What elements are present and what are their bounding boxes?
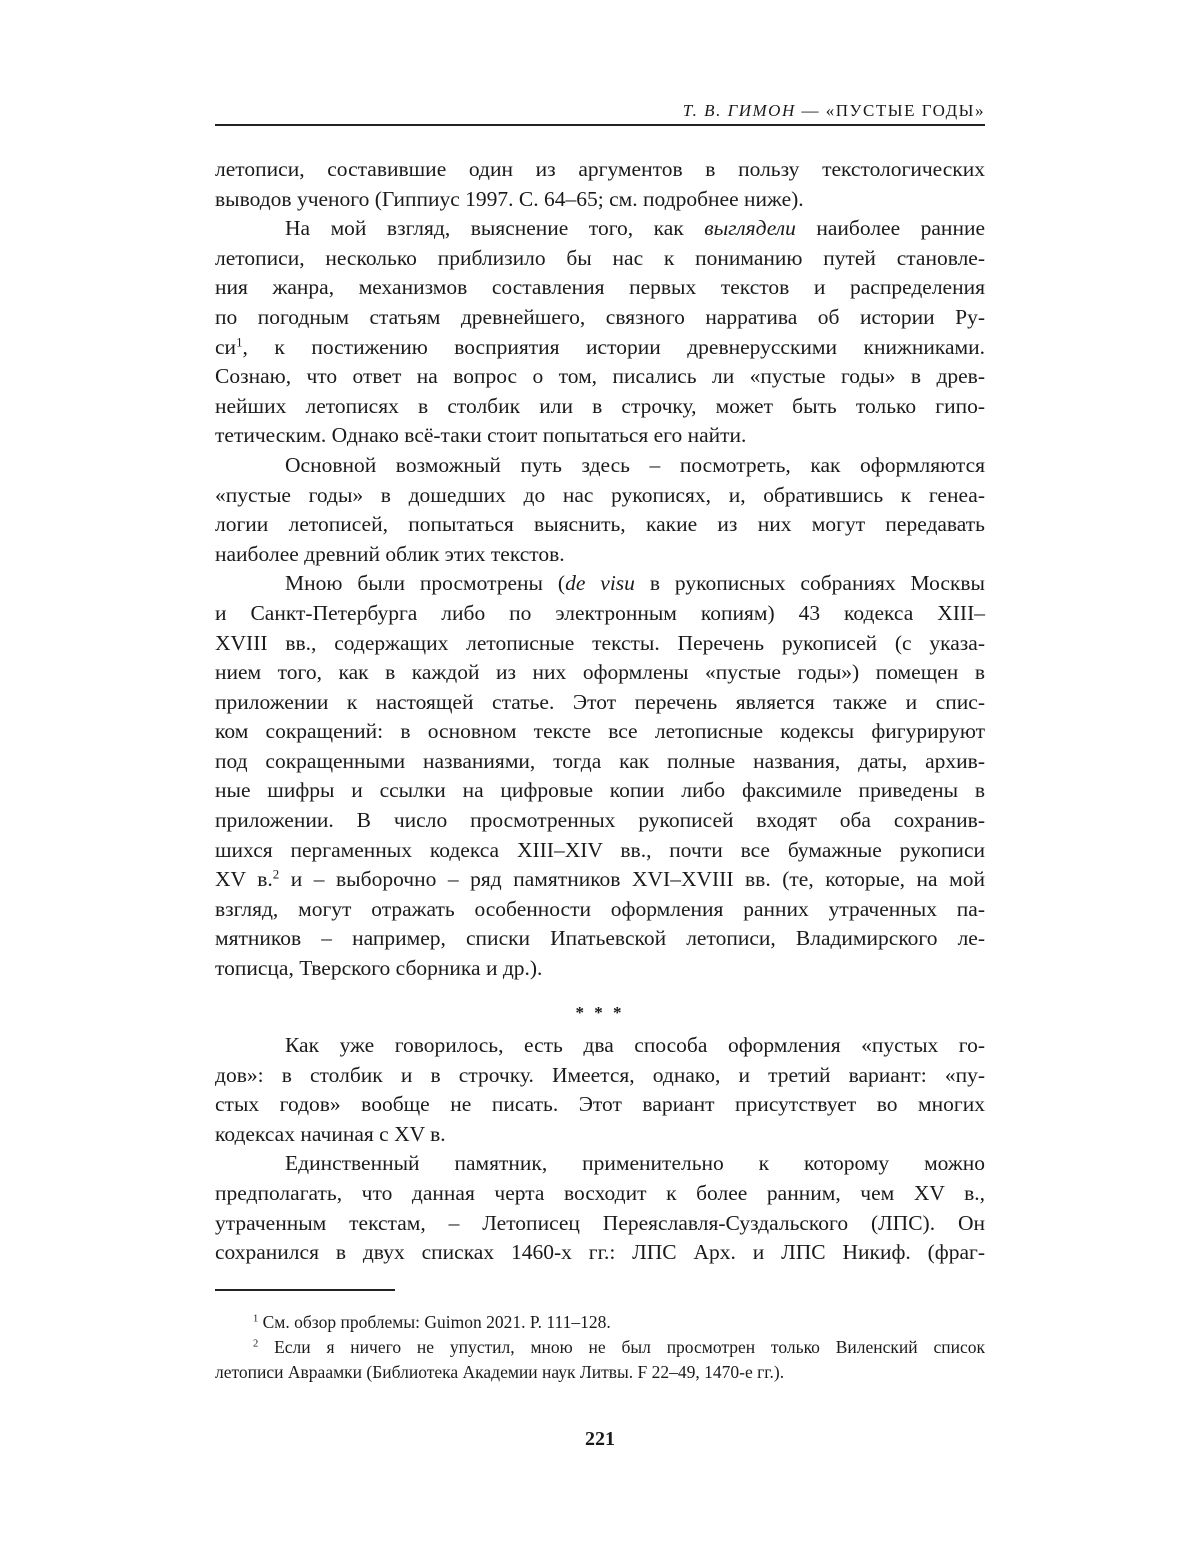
footnote-ref: 2	[273, 868, 279, 882]
text-run: нием того, как в каждой из них оформлены «пустые годы») помещен в	[215, 660, 985, 684]
text-line	[215, 362, 985, 392]
text-line	[215, 717, 985, 747]
text-run: ния жанра, механизмов составления первых текстов и распределения	[215, 275, 985, 299]
footnote-ref: 2	[253, 1339, 258, 1350]
text-run: и Санкт-Петербурга либо по электронным копиям) 43 кодекса XIII–	[215, 601, 985, 625]
text-run: XVIII вв., содержащих летописные тексты. Перечень рукописей (с указа-	[215, 631, 985, 655]
body-text-bottom	[215, 1031, 985, 1268]
text-line	[215, 303, 985, 333]
text-run: кодексах начиная с XV в.	[215, 1122, 446, 1146]
text-run: наиболее ранние	[796, 216, 985, 240]
text-run: и – выборочно – ряд памятников XVI–XVIII вв. (те, которые, на мой	[279, 867, 985, 891]
text-line	[215, 481, 985, 511]
text-line	[215, 451, 985, 481]
text-run: логии летописей, попытаться выяснить, какие из них могут передавать	[215, 512, 985, 536]
text-run: ком сокращений: в основном тексте все летописные кодексы фигурируют	[215, 719, 985, 743]
footnote-ref: 1	[253, 1314, 258, 1325]
text-line	[215, 540, 985, 570]
text-run: Сознаю, что ответ на вопрос о том, писались ли «пустые годы» в древ-	[215, 364, 985, 388]
page-number: 221	[215, 1428, 985, 1451]
text-run: мятников – например, списки Ипатьевской летописи, Владимирского ле-	[215, 926, 985, 950]
text-line	[215, 273, 985, 303]
header-rule	[215, 124, 985, 126]
text-run: См. обзор проблемы: Guimon 2021. P. 111–128.	[258, 1312, 610, 1332]
footnote-line	[215, 1310, 985, 1335]
text-line	[215, 569, 985, 599]
text-line	[215, 599, 985, 629]
text-run: приложении. В число просмотренных рукописей входят оба сохранив-	[215, 808, 985, 832]
text-line	[215, 510, 985, 540]
text-line	[215, 658, 985, 688]
text-run: На мой взгляд, выяснение того, как	[285, 216, 704, 240]
text-line	[215, 1179, 985, 1209]
text-line	[215, 629, 985, 659]
text-run: Основной возможный путь здесь – посмотреть, как оформляются	[285, 453, 985, 477]
text-run: ные шифры и ссылки на цифровые копии либо факсимиле приведены в	[215, 778, 985, 802]
text-line	[215, 865, 985, 895]
text-run: , к постижению восприятия истории древнерусскими книжниками.	[243, 335, 985, 359]
text-run: летописи, составившие один из аргументов в пользу текстологических	[215, 157, 985, 181]
text-line	[215, 333, 985, 363]
text-line	[215, 836, 985, 866]
text-run: летописи Авраамки (Библиотека Академии наук Литвы. F 22–49, 1470-е гг.).	[215, 1362, 784, 1382]
text-run: Как уже говорилось, есть два способа оформления «пустых го-	[285, 1033, 985, 1057]
text-run: стых годов» вообще не писать. Этот вариант присутствует во многих	[215, 1092, 985, 1116]
text-run: си	[215, 335, 236, 359]
text-run: нейших летописях в столбик или в строчку, может быть только гипо-	[215, 394, 985, 418]
text-line	[215, 895, 985, 925]
text-run: утраченным текстам, – Летописец Переяславля-Суздальского (ЛПС). Он	[215, 1211, 985, 1235]
italic-text: выглядели	[704, 216, 796, 240]
footnote-line	[215, 1335, 985, 1360]
text-line	[215, 1031, 985, 1061]
text-line	[215, 1238, 985, 1268]
text-run: тописца, Тверского сборника и др.).	[215, 956, 542, 980]
section-separator: * * *	[215, 1003, 985, 1023]
text-run: в рукописных собраниях Москвы	[635, 571, 985, 595]
text-run: Единственный памятник, применительно к которому можно	[285, 1151, 985, 1175]
text-run: приложении к настоящей статье. Этот перечень является также и спис-	[215, 690, 985, 714]
text-run: под сокращенными названиями, тогда как полные названия, даты, архив-	[215, 749, 985, 773]
text-run: летописи, несколько приблизило бы нас к пониманию путей становле-	[215, 246, 985, 270]
text-line	[215, 1090, 985, 1120]
text-run: предполагать, что данная черта восходит к более ранним, чем XV в.,	[215, 1181, 985, 1205]
body-text-top	[215, 155, 985, 984]
text-line	[215, 1149, 985, 1179]
text-run: тетическим. Однако всё-таки стоит попытаться его найти.	[215, 423, 746, 447]
text-run: сохранился в двух списках 1460-х гг.: ЛПС Арх. и ЛПС Никиф. (фраг-	[215, 1240, 985, 1264]
text-line	[215, 155, 985, 185]
italic-text: de visu	[565, 571, 635, 595]
text-line	[215, 776, 985, 806]
text-run: XV в.	[215, 867, 273, 891]
text-line	[215, 185, 985, 215]
text-run: шихся пергаменных кодекса XIII–XIV вв., почти все бумажные рукописи	[215, 838, 985, 862]
text-run: наиболее древний облик этих текстов.	[215, 542, 565, 566]
text-run: Если я ничего не упустил, мною не был просмотрен только Виленский список	[258, 1337, 985, 1357]
text-run: Мною были просмотрены (	[285, 571, 565, 595]
footnote-line	[215, 1360, 985, 1385]
text-run: «пустые годы» в дошедших до нас рукописях, и, обратившись к генеа-	[215, 483, 985, 507]
text-run: выводов ученого (Гиппиус 1997. С. 64–65; см. подробнее ниже).	[215, 187, 804, 211]
text-run: дов»: в столбик и в строчку. Имеется, однако, и третий вариант: «пу-	[215, 1063, 985, 1087]
running-header-author: Т. В. ГИМОН	[683, 101, 796, 120]
text-line	[215, 214, 985, 244]
text-line	[215, 1061, 985, 1091]
running-header	[215, 101, 985, 121]
text-run: взгляд, могут отражать особенности оформления ранних утраченных па-	[215, 897, 985, 921]
text-run: по погодным статьям древнейшего, связного нарратива об истории Ру-	[215, 305, 985, 329]
text-line	[215, 392, 985, 422]
text-line	[215, 954, 985, 984]
text-line	[215, 806, 985, 836]
text-line	[215, 244, 985, 274]
text-line	[215, 1209, 985, 1239]
text-line	[215, 924, 985, 954]
running-header-title: — «ПУСТЫЕ ГОДЫ»	[796, 101, 985, 120]
text-line	[215, 688, 985, 718]
text-line	[215, 747, 985, 777]
footnote-ref: 1	[236, 335, 242, 349]
text-line	[215, 421, 985, 451]
footnotes	[215, 1310, 985, 1385]
footnote-rule	[215, 1289, 395, 1291]
text-line	[215, 1120, 985, 1150]
